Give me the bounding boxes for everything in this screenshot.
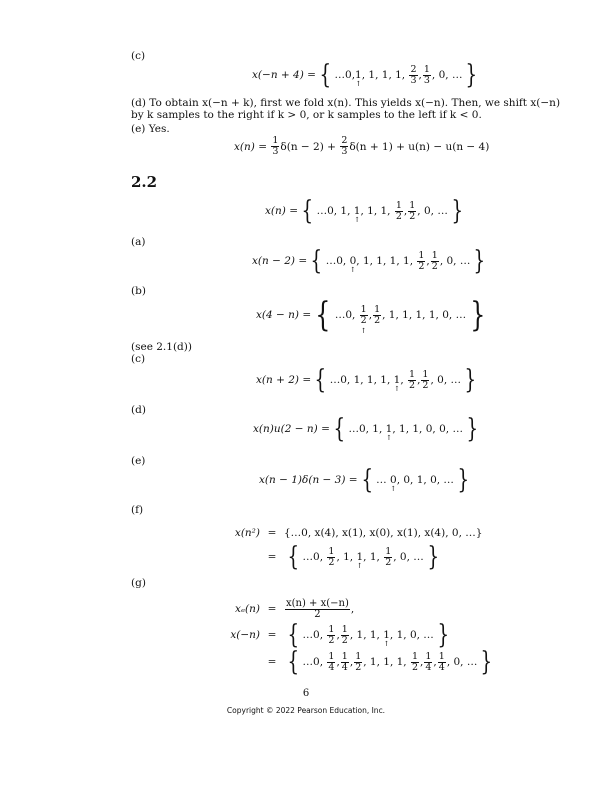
label-d-second: (d) (131, 404, 146, 416)
equation-x-n-plus-2: x(n + 2) = { …0, 1, 1, 1, 1 ↑ , $\frac{1}{2}$ , $\frac{1}{2}$ , 0, … } (256, 365, 477, 395)
label-e-second: (e) (131, 455, 146, 467)
equation-x-n-delta: x(n) = $\frac{1}{3}$ δ(n − 2) + $\frac{2}{3}$ δ(n + 1) + u(n) − u(n − 4) (234, 135, 490, 157)
g-lhs-even: xₑ(n) (235, 603, 260, 615)
equation-x-n-minus-1-delta: x(n − 1)δ(n − 3) = { … 0 ↑ , 0, 1, 0, … } (259, 465, 470, 495)
label-b: (b) (131, 285, 146, 297)
label-c-first: (c) (131, 50, 146, 62)
label-g: (g) (131, 577, 146, 589)
equation-x-minus-n-plus-4: x(−n + 4) = { …0, 1 ↑ , 1, 1, 1, $\frac{2}{3}$ , $\frac{1}{3}$ , 0, … } (252, 60, 478, 90)
f-lhs: x(n²) (234, 527, 260, 539)
label-c-second: (c) (131, 353, 146, 365)
equation-x-4-minus-n: x(4 − n) = { …0, $\frac{1}{2}$ ↑ , $\frac{1}{2}$ , 1, 1, 1, 1, 0, … } (256, 295, 486, 335)
f-row1: {…0, x(4), x(1), x(0), x(1), x(4), 0, …} (284, 527, 483, 539)
label-see-2-1-d: (see 2.1(d)) (131, 341, 192, 353)
label-e-yes: (e) Yes. (131, 123, 170, 135)
g-rhs-numerator: x(n) + x(−n) (286, 597, 349, 609)
section-heading: 2.2 (131, 173, 158, 191)
equation-g-aligned: xₑ(n) = $\frac{x(n) + x(-n)}{2}$ , x(−n) = { …0, $\frac{1}{2}$ , $\frac{1}{2}$ , 1, 1, 1 ↑ , 1, 0, … } = { …0, $\frac{1}{4}$ , $\frac{1}{4}$ , $\frac{1}{2}$ , 1, 1, 1, $\frac{1}{2}$ , $\frac{1}{4}$ , $\frac{1}{4}$ , 0, … } (200, 596, 496, 676)
page-number: 6 (302, 688, 310, 699)
copyright-footer: Copyright © 2022 Pearson Education, Inc. (226, 706, 386, 715)
equation-x-n-sequence: x(n) = { …0, 1, 1 ↑ , 1, 1, $\frac{1}{2}$ , $\frac{1}{2}$ , 0, … } (265, 196, 463, 226)
equation-lhs: x(−n + 4) = (252, 69, 316, 81)
equation-x-n-u-2-minus-n: x(n)u(2 − n) = { …0, 1, 1 ↑ , 1, 1, 0, 0, … } (253, 414, 479, 444)
g-lhs-folded: x(−n) (230, 629, 260, 641)
paragraph-d-fold-shift: (d) To obtain x(−n + k), first we fold x(n). This yields x(−n). Then, we shift x(−n) by k samples to the right if k > 0, or k samples to the left if k < 0. (131, 97, 561, 121)
equation-f-aligned: x(n²) = {…0, x(4), x(1), x(0), x(1), x(4), 0, …} = { …0, $\frac{1}{2}$ , 1, 1 ↑ , 1, $\frac{1}{2}$ , 0, … } (200, 522, 482, 570)
label-f: (f) (131, 504, 144, 516)
label-a: (a) (131, 236, 146, 248)
equation-x-n-minus-2: x(n − 2) = { …0, 0 ↑ , 1, 1, 1, 1, $\frac{1}{2}$ , $\frac{1}{2}$ , 0, … } (252, 246, 486, 276)
